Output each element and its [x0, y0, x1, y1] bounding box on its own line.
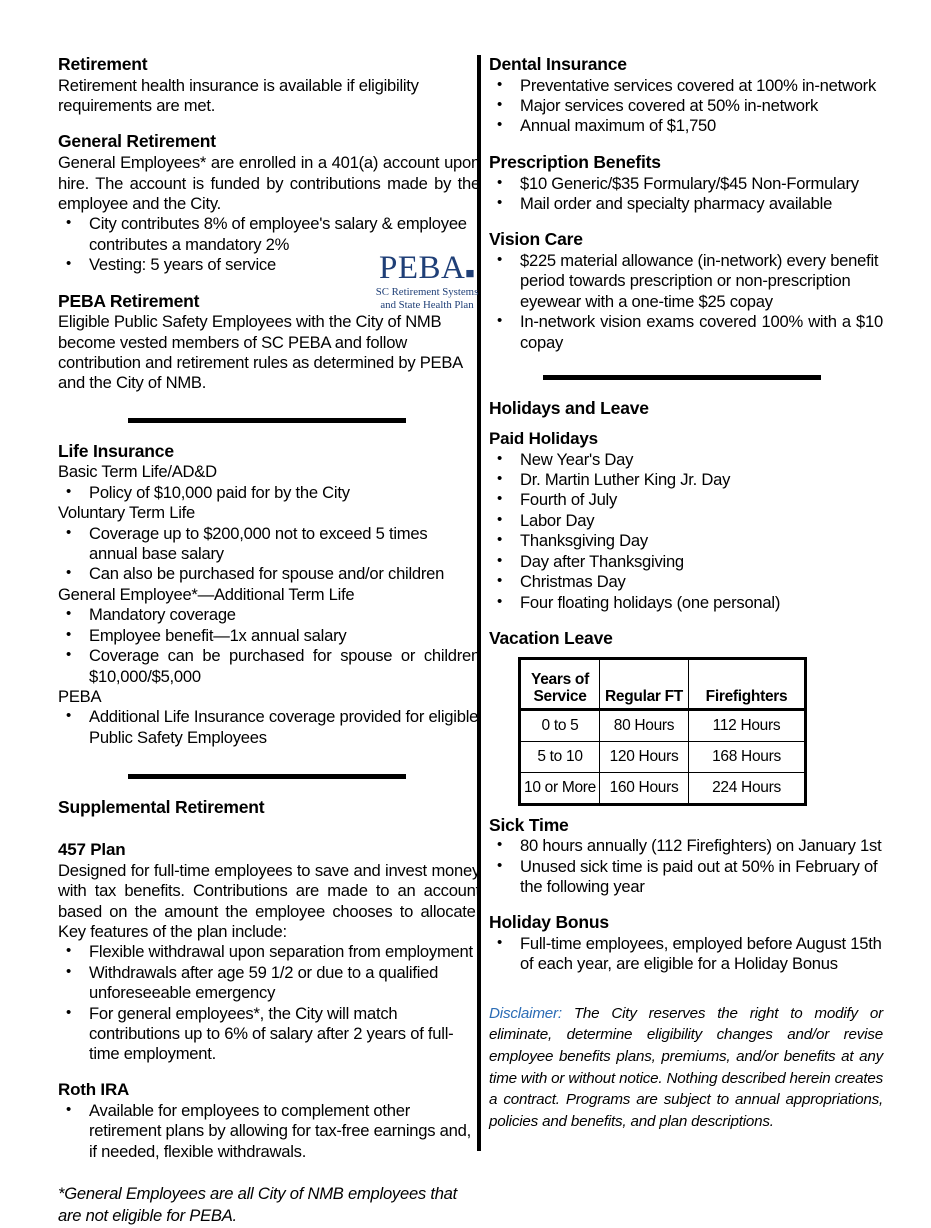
- spacer: [489, 613, 883, 628]
- disclaimer-text: The City reserves the right to modify or eliminate, determine eligibility changes and/or revise employee benefits plans, premiums, and/or benefits at any time with or without notice. Nothing described herein creates a contract. Programs are subject to annual appropriations, policies and benefits, and plan descriptions.: [489, 1004, 883, 1130]
- section-heading-dental-insurance: Dental Insurance: [489, 54, 627, 74]
- retirement-body: Retirement health insurance is available if eligibility requirements are met.: [58, 75, 419, 116]
- life-group-bullets-basic-term: [58, 483, 480, 503]
- list-item: • Labor Day: [489, 511, 883, 531]
- spacer: [489, 806, 883, 815]
- table-row: [520, 709, 806, 741]
- table-cell: 224 Hours: [689, 772, 806, 804]
- spacer: [58, 116, 480, 131]
- list-item: • City contributes 8% of employee's salary & employee contributes a mandatory 2%: [58, 214, 480, 255]
- peba-wordmark-dot: ■: [465, 266, 475, 282]
- subsection-heading-paid-holidays: Paid Holidays: [489, 428, 598, 448]
- list-item: • Available for employees to complement other retirement plans by allowing for tax-free earnings and, if needed, flexible withdrawals.: [58, 1101, 480, 1162]
- list-item: • Can also be purchased for spouse and/or children: [58, 564, 480, 584]
- list-item: • Vesting: 5 years of service: [58, 255, 480, 275]
- table-cell: 10 or More: [520, 772, 600, 804]
- list-item: • In-network vision exams covered 100% with a $10 copay: [489, 312, 883, 353]
- peba-tagline-line2: and State Health Plan: [380, 299, 474, 312]
- 457-plan-bullets: [58, 942, 480, 1064]
- dental-insurance-bullets: [489, 76, 883, 137]
- disclaimer-label: Disclaimer:: [489, 1004, 562, 1022]
- table-column-header-years-of-service: Years of Service: [520, 658, 600, 709]
- vacation-leave-table: [518, 657, 807, 806]
- general-retirement-bullets: [58, 214, 480, 275]
- prescription-benefits-bullets: [489, 174, 883, 215]
- life-group-bullets-peba: [58, 707, 480, 748]
- spacer: [58, 1065, 480, 1080]
- spacer: [489, 975, 883, 1003]
- spacer: [58, 788, 480, 797]
- list-item: • Mail order and specialty pharmacy available: [489, 194, 883, 214]
- list-item: • Fourth of July: [489, 490, 883, 510]
- table-cell: 160 Hours: [600, 772, 689, 804]
- list-item: • Withdrawals after age 59 1/2 or due to a qualified unforeseeable emergency: [58, 963, 480, 1004]
- horizontal-rule: [128, 774, 406, 779]
- table-column-header-firefighters: Firefighters: [689, 658, 806, 709]
- section-heading-life-insurance: Life Insurance: [58, 440, 174, 461]
- table-header-row: [520, 658, 806, 709]
- vision-care-bullets: [489, 251, 883, 353]
- table-cell: 5 to 10: [520, 741, 600, 772]
- spacer: [489, 420, 883, 429]
- life-group-label-peba: PEBA: [58, 686, 102, 706]
- paid-holidays-bullets: [489, 450, 883, 613]
- section-heading-holidays-and-leave: Holidays and Leave: [489, 397, 649, 418]
- list-item: • Full-time employees, employed before August 15th of each year, are eligible for a Holiday Bonus: [489, 934, 883, 975]
- list-item: • Unused sick time is paid out at 50% in February of the following year: [489, 857, 883, 898]
- life-group-label-basic-term: Basic Term Life/AD&D: [58, 462, 217, 482]
- roth-ira-bullets: [58, 1101, 480, 1162]
- life-group-bullets-voluntary-term: [58, 524, 480, 585]
- spacer: [58, 276, 480, 291]
- list-item: • Major services covered at 50% in-network: [489, 96, 883, 116]
- peba-tagline-line1: SC Retirement Systems: [375, 286, 479, 298]
- list-item: • Thanksgiving Day: [489, 531, 883, 551]
- section-separator-1: [58, 418, 480, 432]
- list-item: • Additional Life Insurance coverage provided for eligible Public Safety Employees: [58, 707, 480, 748]
- list-item: • Mandatory coverage: [58, 605, 480, 625]
- life-group-bullets-general-employee: [58, 605, 480, 687]
- section-heading-supplemental-retirement: Supplemental Retirement: [58, 797, 265, 818]
- table-cell: 168 Hours: [689, 741, 806, 772]
- 457-plan-body: Designed for full-time employees to save and invest money with tax benefits. Contributions are made to an account based on the amount the employee chooses to allocate. Key features of the plan include:: [58, 860, 480, 942]
- spacer: [489, 389, 883, 398]
- right-column: [489, 54, 883, 1132]
- vacation-leave-table-wrapper: [518, 657, 883, 806]
- list-item: • Preventative services covered at 100% in-network: [489, 76, 883, 96]
- section-heading-general-retirement: General Retirement: [58, 131, 216, 152]
- spacer: [58, 432, 480, 441]
- table-column-header-regular-ft: Regular FT: [600, 658, 689, 709]
- table-body: [520, 709, 806, 804]
- horizontal-rule: [543, 375, 821, 380]
- list-item: • Christmas Day: [489, 572, 883, 592]
- table-row: [520, 772, 806, 804]
- list-item: • Annual maximum of $1,750: [489, 116, 883, 136]
- table-header: [520, 658, 806, 709]
- list-item: • Coverage up to $200,000 not to exceed 5 times annual base salary: [58, 524, 480, 565]
- list-item: • Employee benefit—1x annual salary: [58, 626, 480, 646]
- list-item: • Four floating holidays (one personal): [489, 593, 883, 613]
- section-heading-sick-time: Sick Time: [489, 814, 569, 835]
- section-separator-2: [58, 774, 480, 788]
- peba-wordmark-text: PEBA: [379, 250, 466, 286]
- list-item: • Policy of $10,000 paid for by the City: [58, 483, 480, 503]
- general-retirement-body: General Employees* are enrolled in a 401(a) account upon hire. The account is funded by contributions made by the employee and the City.: [58, 153, 480, 213]
- left-column: [58, 54, 480, 1228]
- spacer: [489, 214, 883, 229]
- table-cell: 112 Hours: [689, 709, 806, 741]
- spacer: [58, 819, 480, 840]
- sick-time-bullets: [489, 836, 883, 897]
- section-heading-peba-retirement: PEBA Retirement: [58, 290, 200, 311]
- table-cell: 120 Hours: [600, 741, 689, 772]
- section-separator-3: [489, 375, 883, 389]
- horizontal-rule: [128, 418, 406, 423]
- list-item: • For general employees*, the City will match contributions up to 6% of salary after 2 years of full-time employment.: [58, 1004, 480, 1065]
- disclaimer: [489, 1003, 883, 1132]
- spacer: [489, 137, 883, 152]
- list-item: • 80 hours annually (112 Firefighters) on January 1st: [489, 836, 883, 856]
- peba-retirement-body: Eligible Public Safety Employees with the City of NMB become vested members of SC PEBA and follow contribution and retirement rules as determined by PEBA and the City of NMB.: [58, 312, 463, 393]
- spacer: [489, 897, 883, 912]
- list-item: • $225 material allowance (in-network) every benefit period towards prescription or non-prescription eyewear with a one-time $25 copay: [489, 251, 883, 312]
- section-heading-prescription-benefits: Prescription Benefits: [489, 151, 661, 172]
- life-group-label-voluntary-term: Voluntary Term Life: [58, 503, 195, 523]
- list-item: • New Year's Day: [489, 450, 883, 470]
- list-item: • Dr. Martin Luther King Jr. Day: [489, 470, 883, 490]
- subsection-heading-roth-ira: Roth IRA: [58, 1079, 130, 1099]
- section-heading-vision-care: Vision Care: [489, 229, 583, 250]
- section-heading-vacation-leave: Vacation Leave: [489, 627, 613, 648]
- list-item: • Coverage can be purchased for spouse or children $10,000/$5,000: [58, 646, 480, 687]
- table-cell: 0 to 5: [520, 709, 600, 741]
- table-cell: 80 Hours: [600, 709, 689, 741]
- list-item: • Flexible withdrawal upon separation from employment: [58, 942, 480, 962]
- section-heading-holiday-bonus: Holiday Bonus: [489, 912, 609, 933]
- holiday-bonus-bullets: [489, 934, 883, 975]
- table-row: [520, 741, 806, 772]
- spacer: [58, 1162, 480, 1183]
- list-item: • Day after Thanksgiving: [489, 552, 883, 572]
- section-heading-retirement: Retirement: [58, 54, 148, 74]
- list-item: • $10 Generic/$35 Formulary/$45 Non-Formulary: [489, 174, 883, 194]
- life-group-label-general-employee: General Employee*—Additional Term Life: [58, 584, 355, 604]
- general-employees-footnote: *General Employees are all City of NMB employees that are not eligible for PEBA.: [58, 1184, 458, 1226]
- subsection-heading-457-plan: 457 Plan: [58, 839, 126, 859]
